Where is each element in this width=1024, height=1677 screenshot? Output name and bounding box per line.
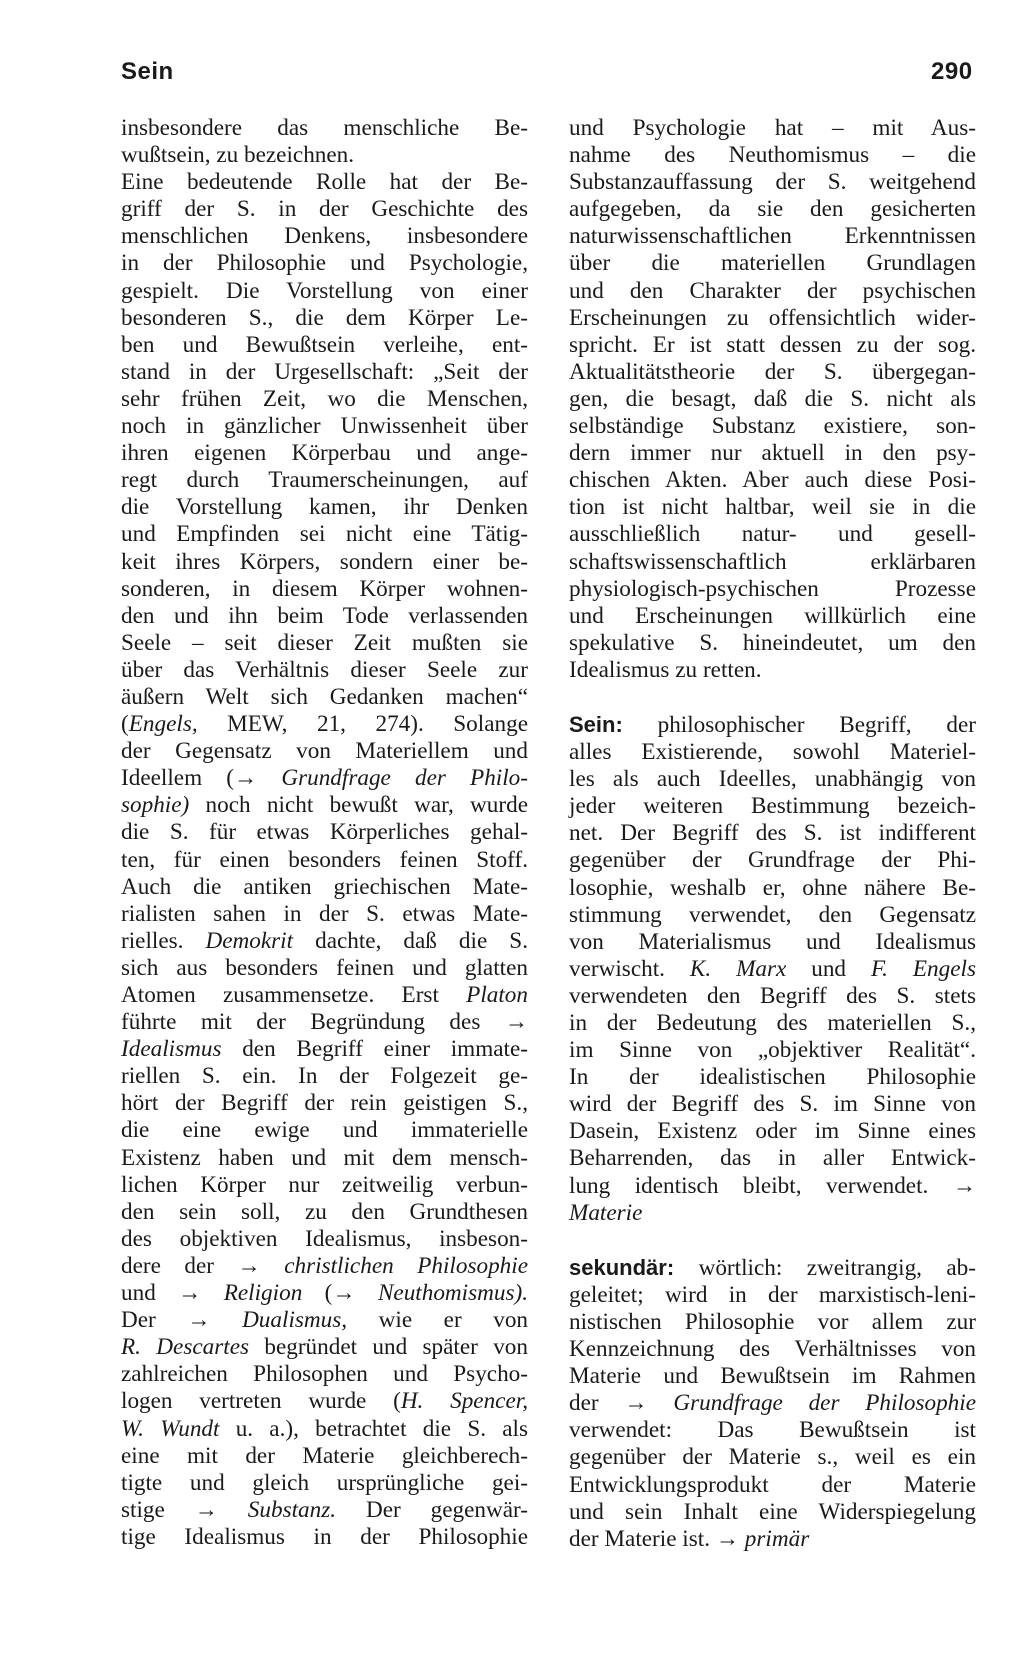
text-line xyxy=(121,765,528,792)
text-line xyxy=(121,1470,528,1497)
text-line xyxy=(121,1172,528,1199)
text-segment: nahme des Neuthomismus – die xyxy=(569,142,976,169)
text-segment: philosophischer Begriff, der xyxy=(622,711,976,738)
page-number: 290 xyxy=(931,58,973,85)
italic-reference: Idealismus xyxy=(121,1036,222,1063)
text-line xyxy=(121,1497,528,1524)
text-segment: losophie, weshalb er, ohne nähere Be- xyxy=(569,874,976,901)
text-line xyxy=(569,739,976,766)
text-segment: tige Idealismus in der Philosophie xyxy=(121,1523,528,1550)
text-segment: verwischt. xyxy=(569,955,690,982)
text-segment: und xyxy=(121,1280,179,1307)
text-line xyxy=(121,359,528,386)
text-segment: über das Verhältnis dieser Seele zur xyxy=(121,656,528,683)
text-segment: ten, für einen besonders feinen Stoff. xyxy=(121,846,528,873)
text-line xyxy=(569,1010,976,1037)
text-line xyxy=(121,386,528,413)
text-line xyxy=(569,1499,976,1526)
text-line xyxy=(121,278,528,305)
text-segment: schaftswissenschaftlich erklärbaren xyxy=(569,548,976,575)
cross-reference-arrow-icon: → xyxy=(952,1172,976,1199)
left-text-column xyxy=(121,115,528,1551)
cross-reference-arrow-icon: → xyxy=(187,1307,243,1334)
text-line xyxy=(121,684,528,711)
text-segment: Ideellem ( xyxy=(121,765,234,792)
text-segment: Materie und Bewußtsein im Rahmen xyxy=(569,1363,976,1390)
text-segment: net. Der Begriff des S. ist indifferent xyxy=(569,820,976,847)
text-segment: griff der S. in der Geschichte des xyxy=(121,196,528,223)
text-line xyxy=(569,1417,976,1444)
text-line xyxy=(569,115,976,142)
text-segment: und Erscheinungen willkürlich eine xyxy=(569,602,976,629)
italic-reference: R. Descartes xyxy=(121,1334,250,1361)
text-line xyxy=(121,955,528,982)
text-segment: Der xyxy=(121,1307,188,1334)
text-line xyxy=(121,576,528,603)
text-segment: in der Bedeutung des materiellen S., xyxy=(569,1010,976,1036)
text-segment: und den Charakter der psychischen xyxy=(569,277,976,304)
text-line xyxy=(121,1009,528,1036)
text-line xyxy=(121,549,528,576)
text-segment: verwendet: Das Bewußtsein ist xyxy=(569,1417,976,1444)
text-segment: ( xyxy=(302,1280,333,1307)
text-line xyxy=(569,467,976,494)
text-line xyxy=(121,196,528,223)
text-segment: ben und Bewußtsein verleihe, ent- xyxy=(121,331,528,358)
italic-reference: Platon xyxy=(466,982,528,1008)
text-segment: zahlreichen Philosophen und Psycho- xyxy=(121,1361,528,1388)
text-line xyxy=(121,874,528,901)
paragraph-gap xyxy=(569,1227,976,1254)
text-line xyxy=(121,223,528,250)
text-line xyxy=(569,983,976,1010)
text-line xyxy=(569,956,976,983)
text-segment: wörtlich: zweitrangig, ab- xyxy=(674,1254,976,1281)
text-segment: MEW, 21, 274). Solange xyxy=(197,711,528,738)
text-line xyxy=(121,1036,528,1063)
text-line xyxy=(569,847,976,874)
text-segment: der Gegensatz von Materiellem und xyxy=(121,738,528,765)
text-segment: besonderen S., die dem Körper Le- xyxy=(121,304,528,331)
italic-reference: H. Spencer, xyxy=(400,1388,529,1415)
cross-reference-arrow-icon: → xyxy=(504,1009,528,1036)
text-segment: der xyxy=(569,1390,625,1417)
text-segment: nistischen Philosophie vor allem zur xyxy=(569,1308,976,1335)
text-line xyxy=(121,521,528,548)
text-segment: tion ist nicht haltbar, weil sie in die xyxy=(569,494,976,521)
text-line xyxy=(569,711,976,739)
text-segment: gegenüber der Materie s., weil es ein xyxy=(569,1444,976,1471)
text-segment: Entwicklungsprodukt der Materie xyxy=(569,1471,976,1498)
text-line xyxy=(569,386,976,413)
text-segment: selbständige Substanz existiere, son- xyxy=(569,413,976,440)
text-line xyxy=(121,1416,528,1443)
text-line xyxy=(569,278,976,305)
text-line xyxy=(569,521,976,548)
text-segment: tigte und gleich ursprüngliche gei- xyxy=(121,1469,528,1496)
text-line xyxy=(121,115,528,142)
cross-reference-arrow-icon: → xyxy=(194,1496,248,1523)
text-segment: führte mit der Begründung des xyxy=(121,1009,505,1036)
text-line xyxy=(569,494,976,521)
text-line xyxy=(121,792,528,819)
text-segment: der Materie ist. xyxy=(569,1525,716,1552)
text-line xyxy=(569,305,976,332)
text-segment: u. a.), betrachtet die S. als xyxy=(219,1415,528,1442)
text-segment: verwendeten den Begriff des S. stets xyxy=(569,982,976,1009)
text-line xyxy=(121,1226,528,1253)
text-line xyxy=(121,1253,528,1280)
text-line xyxy=(569,1444,976,1471)
text-line xyxy=(569,1118,976,1145)
text-segment: gegenüber der Grundfrage der Phi- xyxy=(569,847,976,874)
text-line xyxy=(121,901,528,928)
text-segment: ausschließlich natur- und gesell- xyxy=(569,521,976,548)
italic-reference: primär xyxy=(744,1525,810,1552)
cross-reference-arrow-icon: → xyxy=(178,1280,224,1307)
text-segment: Substanzauffassung der S. weitgehend xyxy=(569,169,976,196)
text-segment: eine mit der Materie gleichberech- xyxy=(121,1442,528,1469)
text-segment: sonderen, in diesem Körper wohnen- xyxy=(121,575,528,602)
text-segment: Dasein, Existenz oder im Sinne eines xyxy=(569,1118,976,1145)
text-line xyxy=(121,1307,528,1334)
text-line xyxy=(121,1145,528,1172)
running-head-headword: Sein xyxy=(121,58,174,85)
text-line xyxy=(121,440,528,467)
text-line xyxy=(569,1363,976,1390)
text-line xyxy=(569,196,976,223)
text-segment: wußtsein, zu bezeichnen. xyxy=(121,142,355,169)
text-line xyxy=(569,1145,976,1172)
text-line xyxy=(121,603,528,630)
text-line xyxy=(121,494,528,521)
text-line xyxy=(121,1443,528,1470)
text-line xyxy=(121,332,528,359)
text-line xyxy=(569,1254,976,1282)
italic-reference: Substanz. xyxy=(247,1496,337,1523)
text-line xyxy=(121,169,528,196)
text-line xyxy=(569,1064,976,1091)
text-line xyxy=(121,928,528,955)
italic-reference: Engels, xyxy=(128,711,198,738)
text-segment: und sein Inhalt eine Widerspiegelung xyxy=(569,1498,976,1525)
text-line xyxy=(569,142,976,169)
text-segment: die Vorstellung kamen, ihr Denken xyxy=(121,494,528,521)
text-segment: sich aus besonders feinen und glatten xyxy=(121,954,528,981)
text-line xyxy=(569,250,976,277)
cross-reference-arrow-icon: → xyxy=(233,765,282,792)
text-segment: dern immer nur aktuell in den psy- xyxy=(569,440,976,467)
text-segment: rialisten sahen in der S. etwas Mate- xyxy=(121,900,528,927)
text-segment: sehr frühen Zeit, wo die Menschen, xyxy=(121,385,528,412)
text-segment: noch nicht bewußt war, wurde xyxy=(189,792,528,819)
text-segment: Aktualitätstheorie der S. übergegan- xyxy=(569,358,976,385)
italic-reference: sophie) xyxy=(121,792,190,819)
text-segment: menschlichen Denkens, insbesondere xyxy=(121,223,528,250)
text-line xyxy=(569,657,976,684)
text-segment: wie er von xyxy=(347,1307,529,1334)
text-segment: in der Philosophie und Psychologie, xyxy=(121,250,528,277)
text-line xyxy=(121,819,528,846)
text-line xyxy=(569,929,976,956)
text-line xyxy=(121,1388,528,1415)
text-line xyxy=(121,630,528,657)
text-line xyxy=(569,1472,976,1499)
text-segment: dere der xyxy=(121,1252,238,1279)
text-line xyxy=(569,359,976,386)
text-segment: des objektiven Idealismus, insbeson- xyxy=(121,1225,528,1252)
text-line xyxy=(569,1173,976,1200)
text-segment: Auch die antiken griechischen Mate- xyxy=(121,873,528,900)
text-line xyxy=(569,1037,976,1064)
text-segment: lichen Körper nur zeitweilig verbun- xyxy=(121,1171,528,1198)
text-line xyxy=(569,440,976,467)
text-segment: ( xyxy=(121,711,129,738)
text-line xyxy=(121,1090,528,1117)
italic-reference: Dualismus, xyxy=(242,1307,348,1334)
text-line xyxy=(121,413,528,440)
italic-reference: christlichen Philosophie xyxy=(284,1252,528,1279)
text-segment: lung identisch bleibt, verwendet. xyxy=(569,1172,953,1199)
text-segment: logen vertreten wurde ( xyxy=(121,1388,401,1415)
text-segment: alles Existierende, sowohl Materiel- xyxy=(569,739,976,766)
text-segment: Beharrenden, das in aller Entwick- xyxy=(569,1145,976,1172)
text-line xyxy=(569,793,976,820)
text-segment: die eine ewige und immaterielle xyxy=(121,1117,528,1144)
text-line xyxy=(121,1361,528,1388)
text-segment: keit ihres Körpers, sondern einer be- xyxy=(121,548,528,575)
text-segment: spekulative S. hineindeutet, um den xyxy=(569,629,976,656)
italic-reference: Neuthomismus). xyxy=(377,1280,529,1307)
text-line xyxy=(121,982,528,1009)
text-line xyxy=(121,1524,528,1551)
italic-reference: F. Engels xyxy=(870,955,976,982)
text-segment: Kennzeichnung des Verhältnisses von xyxy=(569,1336,976,1363)
italic-reference: Demokrit xyxy=(205,927,294,954)
text-segment: im Sinne von „objektiver Realität“. xyxy=(569,1037,976,1064)
text-segment: insbesondere das menschliche Be- xyxy=(121,115,528,141)
cross-reference-arrow-icon: → xyxy=(332,1280,378,1307)
text-segment: Idealismus zu retten. xyxy=(569,656,762,683)
text-segment: stand in der Urgesellschaft: „Seit der xyxy=(121,358,528,385)
text-line xyxy=(121,1280,528,1307)
text-line xyxy=(569,549,976,576)
text-line xyxy=(569,603,976,630)
text-line xyxy=(569,820,976,847)
text-segment: In der idealistischen Philosophie xyxy=(569,1064,976,1091)
text-segment: und xyxy=(786,955,871,982)
text-line xyxy=(121,657,528,684)
cross-reference-arrow-icon: → xyxy=(624,1390,674,1417)
text-segment: und Psychologie hat – mit Aus- xyxy=(569,115,976,141)
text-segment: stige xyxy=(121,1496,195,1523)
text-segment: noch in gänzlicher Unwissenheit über xyxy=(121,413,528,440)
right-text-column xyxy=(569,115,976,1553)
text-line xyxy=(569,413,976,440)
text-segment: ihren eigenen Körperbau und ange- xyxy=(121,440,528,467)
text-segment: äußern Welt sich Gedanken machen“ xyxy=(121,683,528,710)
text-line xyxy=(121,847,528,874)
text-line xyxy=(121,467,528,494)
text-segment: dachte, daß die S. xyxy=(293,927,528,954)
text-segment: den und ihn beim Tode verlassenden xyxy=(121,602,528,629)
text-segment: Eine bedeutende Rolle hat der Be- xyxy=(121,169,528,196)
text-segment: hört der Begriff der rein geistigen S., xyxy=(121,1090,528,1117)
text-line xyxy=(121,305,528,332)
text-segment: wird der Begriff des S. im Sinne von xyxy=(569,1091,976,1118)
text-segment: gen, die besagt, daß die S. nicht als xyxy=(569,385,976,412)
italic-reference: Religion xyxy=(223,1280,303,1307)
cross-reference-arrow-icon: → xyxy=(715,1525,745,1552)
text-line xyxy=(569,1526,976,1553)
text-line xyxy=(569,1390,976,1417)
text-line xyxy=(121,1199,528,1226)
text-line xyxy=(569,1309,976,1336)
text-segment: den sein soll, zu den Grundthesen xyxy=(121,1198,528,1225)
text-line xyxy=(569,223,976,250)
text-segment: und Empfinden sei nicht eine Tätig- xyxy=(121,521,528,548)
text-line xyxy=(121,1063,528,1090)
italic-reference: W. Wundt xyxy=(121,1415,220,1442)
text-segment: naturwissenschaftlichen Erkenntnissen xyxy=(569,223,976,250)
text-segment: stimmung verwendet, den Gegensatz xyxy=(569,901,976,928)
text-line xyxy=(569,1091,976,1118)
text-line xyxy=(569,902,976,929)
text-segment: geleitet; wird in der marxistisch-leni- xyxy=(569,1281,976,1308)
text-segment: den Begriff einer immate- xyxy=(221,1036,528,1063)
text-segment: Der gegenwär- xyxy=(336,1496,529,1523)
text-segment: über die materiellen Grundlagen xyxy=(569,250,976,277)
italic-reference: Grundfrage der Philo- xyxy=(281,765,528,792)
italic-reference: K. Marx xyxy=(689,955,787,982)
text-line xyxy=(569,1282,976,1309)
text-line xyxy=(569,169,976,196)
text-line xyxy=(569,766,976,793)
text-segment: chischen Akten. Aber auch diese Posi- xyxy=(569,467,976,494)
text-segment: aufgegeben, da sie den gesicherten xyxy=(569,196,976,223)
text-segment: spricht. Er ist statt dessen zu der sog. xyxy=(569,331,976,358)
text-segment: die S. für etwas Körperliches gehal- xyxy=(121,819,528,846)
entry-headword: Sein: xyxy=(569,711,623,737)
text-segment: physiologisch-psychischen Prozesse xyxy=(569,575,976,602)
text-segment: jeder weiteren Bestimmung bezeich- xyxy=(569,793,976,820)
text-segment: riellen S. ein. In der Folgezeit ge- xyxy=(121,1063,528,1090)
italic-reference: Grundfrage der Philosophie xyxy=(673,1390,977,1417)
text-line xyxy=(569,576,976,603)
text-line xyxy=(121,711,528,738)
text-segment: regt durch Traumerscheinungen, auf xyxy=(121,467,528,494)
text-line xyxy=(569,332,976,359)
paragraph-gap xyxy=(569,684,976,711)
text-segment: gespielt. Die Vorstellung von einer xyxy=(121,277,528,304)
text-line xyxy=(569,1200,976,1227)
text-segment: Erscheinungen zu offensichtlich wider- xyxy=(569,304,976,331)
text-segment: Existenz haben und mit dem mensch- xyxy=(121,1144,528,1171)
entry-headword: sekundär: xyxy=(569,1254,675,1280)
text-line xyxy=(569,1336,976,1363)
text-line xyxy=(569,630,976,657)
text-segment: les als auch Ideelles, unabhängig von xyxy=(569,766,976,793)
text-line xyxy=(121,142,528,169)
text-line xyxy=(121,1117,528,1144)
text-line xyxy=(121,738,528,765)
text-line xyxy=(121,1334,528,1361)
text-line xyxy=(121,250,528,277)
italic-reference: Materie xyxy=(569,1199,643,1226)
text-segment: rielles. xyxy=(121,927,206,954)
text-line xyxy=(569,875,976,902)
text-segment: begründet und später von xyxy=(249,1334,528,1361)
text-segment: Atomen zusammensetze. Erst xyxy=(121,982,467,1008)
cross-reference-arrow-icon: → xyxy=(237,1252,285,1279)
text-segment: Seele – seit dieser Zeit mußten sie xyxy=(121,629,528,656)
text-segment: von Materialismus und Idealismus xyxy=(569,928,976,955)
